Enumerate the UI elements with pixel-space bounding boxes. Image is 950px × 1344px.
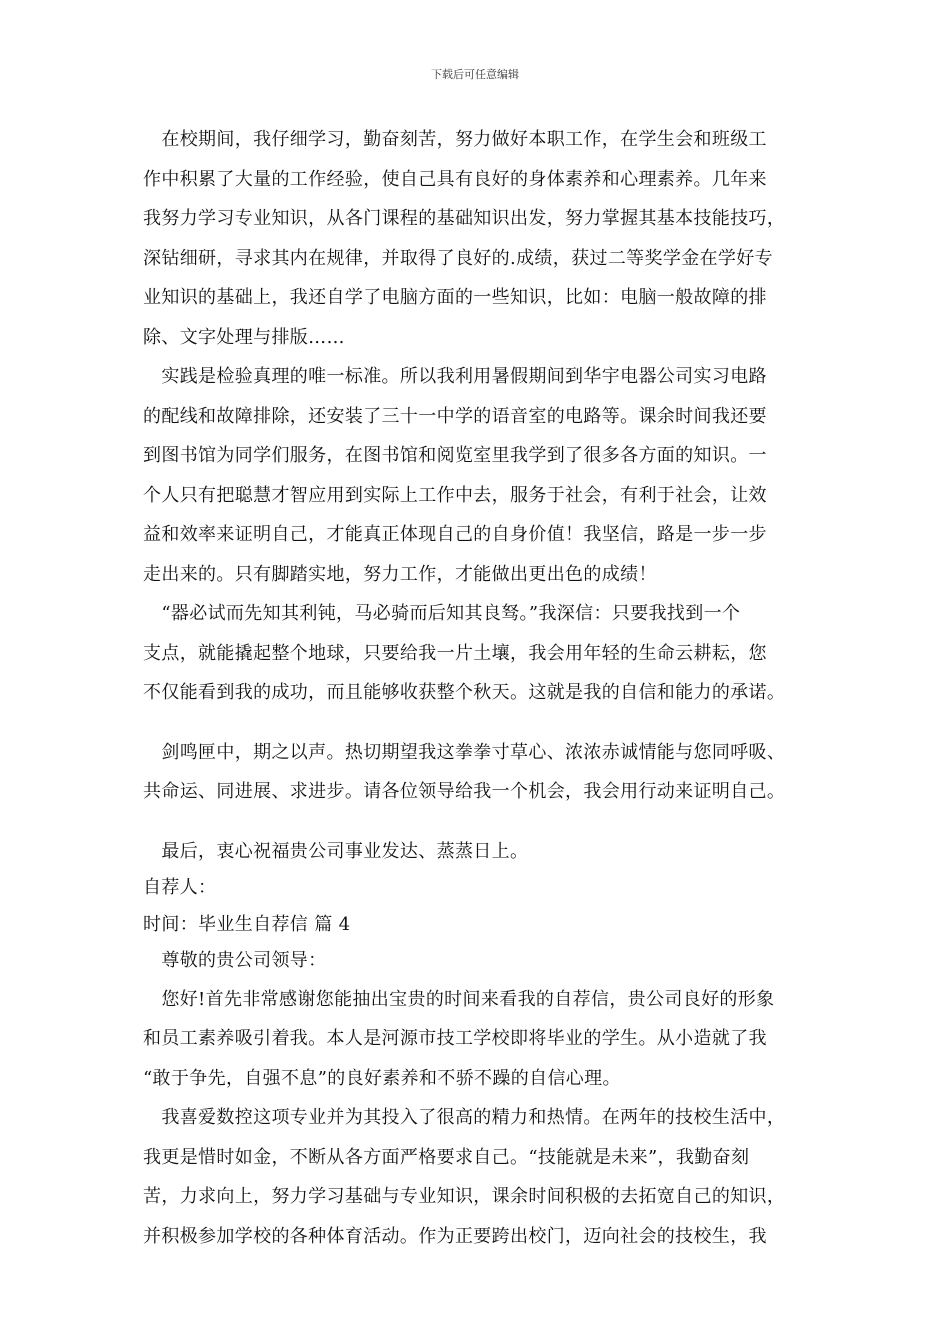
date-line: 时间：毕业生自荐信 篇 4	[143, 913, 351, 935]
salutation: 尊敬的贵公司领导：	[143, 950, 327, 971]
text-line: 到图书馆为同学们服务，在图书馆和阅览室里我学到了很多各方面的知识。一	[143, 445, 767, 466]
text-line: 苦，力求向上，努力学习基础与专业知识，课余时间积极的去拓宽自己的知识，	[143, 1186, 786, 1207]
text-line: 我努力学习专业知识，从各门课程的基础知识出发，努力掌握其基本技能技巧，	[143, 208, 786, 229]
text-line: 不仅能看到我的成功，而且能够收获整个秋天。这就是我的自信和能力的承诺。	[143, 682, 786, 703]
text-line: 除、文字处理与排版……	[143, 326, 345, 348]
paragraph-gap	[143, 812, 823, 834]
text-line: 并积极参加学校的各种体育活动。作为正要跨出校门，迈向社会的技校生，我	[143, 1225, 767, 1247]
text-line: 我更是惜时如金，不断从各方面严格要求自己。“技能就是未来”，我勤奋刻	[143, 1146, 750, 1168]
document-body	[143, 120, 823, 1256]
text-line: 实践是检验真理的唯一标准。所以我利用暑假期间到华宇电器公司实习电路	[143, 366, 767, 387]
text-line: 个人只有把聪慧才智应用到实际上工作中去，服务于社会，有利于社会，让效	[143, 484, 767, 506]
text-line: 和员工素养吸引着我。本人是河源市技工学校即将毕业的学生。从小造就了我	[143, 1028, 767, 1049]
text-line: 我喜爱数控这项专业并为其投入了很高的精力和热情。在两年的技校生活中，	[143, 1107, 786, 1128]
text-line: 共命运、同进展、求进步。请各位领导给我一个机会，我会用行动来证明自己。	[143, 781, 786, 802]
text-line: 业知识的基础上，我还自学了电脑方面的一些知识，比如：电脑一般故障的排	[143, 287, 767, 308]
text-line: 深钻细研，寻求其内在规律，并取得了良好的.成绩，获过二等奖学金在学好专	[143, 247, 773, 269]
text-line: 剑鸣匣中，期之以声。热切期望我这拳拳寸草心、浓浓赤诚情能与您同呼吸、	[143, 741, 786, 763]
text-line: 作中积累了大量的工作经验，使自己具有良好的身体素养和心理素养。几年来	[143, 168, 767, 190]
signature-label: 自荐人：	[143, 877, 217, 898]
text-line: “器必试而先知其利钝，马必骑而后知其良驽。”我深信：只要我找到一个	[143, 603, 741, 624]
text-line: 益和效率来证明自己，才能真正体现自己的自身价值！我坚信，路是一步一步	[143, 524, 767, 545]
page-header: 下载后可任意编辑	[431, 68, 519, 81]
text-line: 在校期间，我仔细学习，勤奋刻苦，努力做好本职工作，在学生会和班级工	[143, 129, 767, 150]
text-line: “敢于争先，自强不息”的良好素养和不骄不躁的自信心理。	[143, 1067, 621, 1089]
text-line: 您好!首先非常感谢您能抽出宝贵的时间来看我的自荐信，贵公司良好的形象	[143, 988, 775, 1010]
text-line: 走出来的。只有脚踏实地，努力工作，才能做出更出色的成绩！	[143, 563, 657, 585]
text-line: 支点，就能撬起整个地球，只要给我一片土壤，我会用年轻的生命云耕耘，您	[143, 642, 767, 664]
text-line: 的配线和故障排除，还安装了三十一中学的语音室的电路等。课余时间我还要	[143, 405, 767, 427]
paragraph-gap	[143, 713, 823, 733]
text-line: 最后，衷心祝福贵公司事业发达、蒸蒸日上。	[143, 840, 529, 862]
